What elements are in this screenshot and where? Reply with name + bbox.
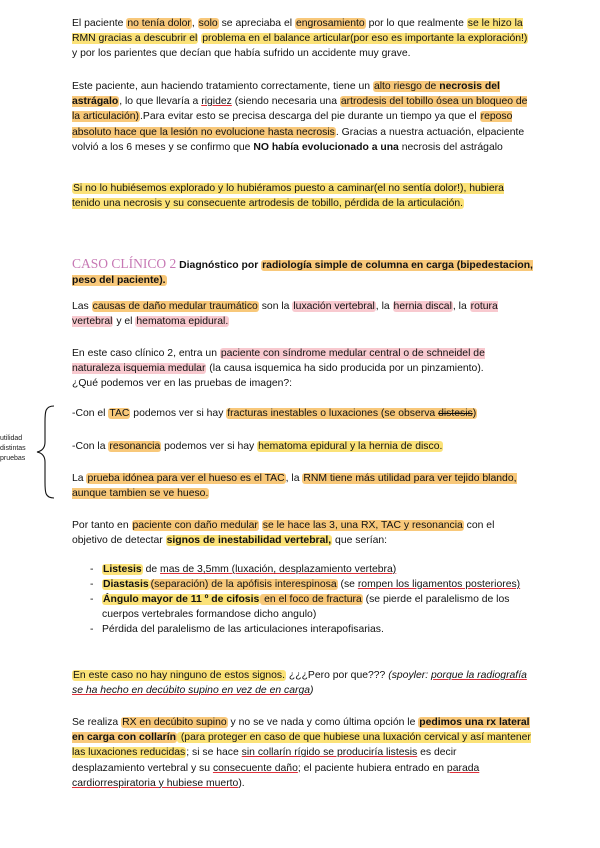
paragraph-consequence: Si no lo hubiésemos explorado y lo hubiéramos puesto a caminar(el no sentía dolor!), hubiera tenido una necrosis y su consecuente artrodesis de tobillo, pérdida de la articulación. [72,183,504,210]
paragraph-three-tests: Por tanto en paciente con daño medular se le hace las 3, una RX, TAC y resonancia con el objetivo de detectar signos de inestabilidad vertebral, que serían: [72,520,495,547]
paragraph-ideal-test: La prueba idónea para ver el hueso es el TAC, la RNM tiene más utilidad para ver tejido blando, aunque tambien se ve hueso. [72,473,517,500]
case-heading: CASO CLÍNICO 2 Diagnóstico por radiología simple de columna en carga (bipedestacion, peso del paciente). [72,256,533,287]
paragraph-resonancia: -Con la resonancia podemos ver si hay hematoma epidural y la hernia de disco. [72,441,443,452]
curly-brace-icon [34,404,58,500]
case-title: CASO CLÍNICO 2 [72,256,177,271]
paragraph-patient: En este caso clínico 2, entra un paciente con síndrome medular central o de schneidel de naturaleza isquemia medular (la causa isquemica ha sido producida por un pinzamiento). ¿Qué podemos ver en las pruebas de imagen?: [72,348,485,390]
paragraph-clinical-exam: El paciente no tenía dolor, solo se apreciaba el engrosamiento por lo que realmente se le hizo la RMN gracias a descubrir el problema en el balance articular(por eso es importante la exploración!) y por los parientes que decían que había sufrido un accidente muy grave. [72,18,528,60]
list-item: - Pérdida del paralelismo de las articulaciones interapofisarias. [72,622,532,637]
paragraph-collar: Se realiza RX en decúbito supino y no se ve nada y como última opción le pedimos una rx lateral en carga con collarín (para proteger en caso de que hubiese una luxación cervical y así mantener las luxaciones reducidas; si se hace sin collarín rígido se produciría listesis es decir desplazamiento vertebral y su consecuente daño; el paciente hubiera entrado en parada cardiorrespiratoria y hubiese muerto). [72,717,531,789]
instability-signs-list [72,562,532,637]
list-item: - Diastasis (separación) de la apófisis interespinosa (se rompen los ligamentos posteriores) [72,577,532,592]
paragraph-tac: -Con el TAC podemos ver si hay fracturas inestables o luxaciones (se observa distesis) [72,408,477,419]
margin-note: utilidad distintas pruebas [0,435,26,462]
paragraph-necrosis-risk: Este paciente, aun haciendo tratamiento correctamente, tiene un alto riesgo de necrosis del astrágalo, lo que llevaría a rigidez (siendo necesaria una artrodesis del tobillo ósea un bloqueo de la articulación).Para evitar esto se precisa descarga del pie durante un tiempo ya que el reposo absoluto hace que la lesión no evolucione hasta necrosis. Gracias a nuestra actuación, elpaciente volvió a los 6 meses y se confirmo que NO había evolucionado a una necrosis del astrágalo [72,81,528,153]
paragraph-no-signs: En este caso no hay ninguno de estos signos. ¿¿¿Pero por que??? (spoyler: porque la radiografía se ha hecho en decúbito supino en vez de en carga) [72,670,527,697]
list-item: - Listesis de mas de 3,5mm (luxación, desplazamiento vertebra) [72,562,532,577]
paragraph-causes: Las causas de daño medular traumático son la luxación vertebral, la hernia discal, la rotura vertebral y el hematoma epidural. [72,301,498,328]
list-item: - Ángulo mayor de 11 º de cifosis en el foco de fractura (se pierde el paralelismo de los cuerpos vertebrales formandose dicho angulo) [72,592,532,622]
